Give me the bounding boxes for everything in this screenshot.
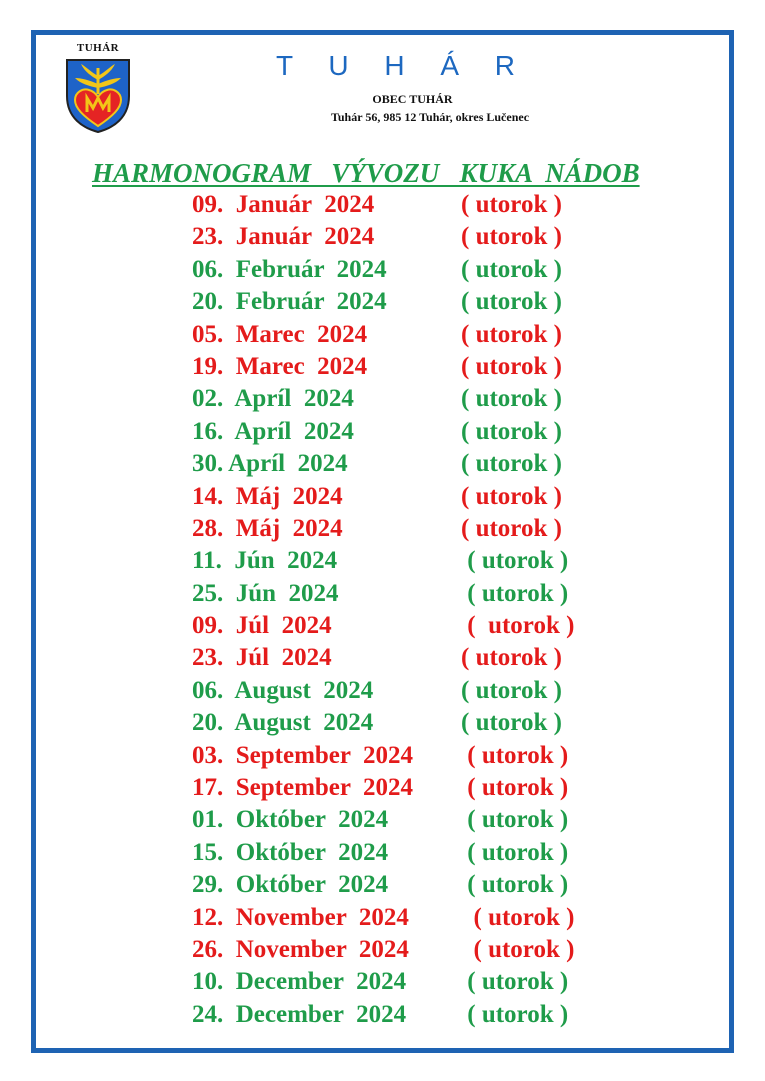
collection-weekday: ( utorok ): [461, 644, 562, 672]
schedule-row: [0, 644, 765, 676]
schedule-row: [0, 353, 765, 385]
collection-date: 23. Júl 2024: [192, 644, 332, 672]
schedule-row: [0, 742, 765, 774]
collection-weekday: ( utorok ): [461, 385, 562, 413]
collection-weekday: ( utorok ): [461, 288, 562, 316]
collection-date: 19. Marec 2024: [192, 352, 368, 380]
collection-weekday: ( utorok ): [461, 352, 562, 380]
schedule-row: [0, 418, 765, 450]
schedule-row: [0, 774, 765, 806]
schedule-row: [0, 483, 765, 515]
collection-weekday: ( utorok ): [461, 417, 562, 445]
collection-weekday: ( utorok ): [461, 482, 562, 510]
collection-weekday: ( utorok ): [461, 903, 575, 931]
collection-schedule: [0, 191, 765, 1033]
collection-date: 06. Február 2024: [192, 255, 387, 283]
collection-date: 11. Jún 2024: [192, 547, 338, 575]
schedule-row: [0, 321, 765, 353]
collection-date: 05. Marec 2024: [192, 320, 368, 348]
schedule-row: [0, 968, 765, 1000]
collection-weekday: ( utorok ): [461, 871, 569, 899]
schedule-row: [0, 1001, 765, 1033]
collection-weekday: ( utorok ): [461, 191, 562, 218]
municipality-name: OBEC TUHÁR: [372, 92, 453, 106]
collection-weekday: ( utorok ): [461, 806, 569, 834]
collection-date: 02. Apríl 2024: [192, 385, 354, 413]
collection-weekday: ( utorok ): [461, 255, 562, 283]
collection-date: 16. Apríl 2024: [192, 417, 354, 445]
collection-date: 09. Január 2024: [192, 191, 375, 218]
municipality-address: Tuhár 56, 985 12 Tuhár, okres Lučenec: [330, 110, 530, 124]
collection-weekday: ( utorok ): [461, 579, 569, 607]
schedule-row: [0, 936, 765, 968]
schedule-row: [0, 450, 765, 482]
schedule-row: [0, 223, 765, 255]
collection-date: 29. Október 2024: [192, 871, 389, 899]
collection-date: 17. September 2024: [192, 774, 414, 802]
schedule-row: [0, 871, 765, 903]
collection-date: 30. Apríl 2024: [192, 450, 348, 478]
collection-date: 20. August 2024: [192, 709, 374, 737]
collection-date: 24. December 2024: [192, 1000, 407, 1028]
collection-date: 01. Október 2024: [192, 806, 389, 834]
collection-date: 23. Január 2024: [192, 223, 375, 251]
collection-date: 20. Február 2024: [192, 288, 387, 316]
collection-weekday: ( utorok ): [461, 774, 569, 802]
collection-date: 26. November 2024: [192, 935, 409, 963]
schedule-row: [0, 612, 765, 644]
collection-weekday: ( utorok ): [461, 838, 569, 866]
schedule-row: [0, 904, 765, 936]
schedule-row: [0, 515, 765, 547]
collection-weekday: ( utorok ): [461, 968, 569, 996]
schedule-row: [0, 191, 765, 223]
schedule-row: [0, 288, 765, 320]
collection-date: 15. Október 2024: [192, 838, 389, 866]
schedule-heading: HARMONOGRAM VÝVOZU KUKA NÁDOB: [92, 158, 640, 188]
schedule-row: [0, 806, 765, 838]
collection-date: 25. Jún 2024: [192, 579, 339, 607]
collection-weekday: ( utorok ): [461, 547, 569, 575]
collection-date: 12. November 2024: [192, 903, 409, 931]
collection-date: 28. Máj 2024: [192, 514, 343, 542]
collection-date: 09. Júl 2024: [192, 612, 332, 640]
village-title: T U H Á R: [275, 50, 530, 81]
schedule-row: [0, 677, 765, 709]
collection-weekday: ( utorok ): [461, 709, 562, 737]
collection-weekday: ( utorok ): [461, 450, 562, 478]
collection-weekday: ( utorok ): [461, 514, 562, 542]
collection-date: 03. September 2024: [192, 741, 414, 769]
schedule-row: [0, 580, 765, 612]
collection-weekday: ( utorok ): [461, 741, 569, 769]
schedule-row: [0, 709, 765, 741]
schedule-row: [0, 547, 765, 579]
collection-weekday: ( utorok ): [461, 935, 575, 963]
collection-weekday: ( utorok ): [461, 223, 562, 251]
collection-weekday: ( utorok ): [461, 676, 562, 704]
collection-weekday: ( utorok ): [461, 1000, 569, 1028]
crest-label: TUHÁR: [76, 42, 120, 54]
collection-date: 14. Máj 2024: [192, 482, 343, 510]
collection-weekday: ( utorok ): [461, 612, 575, 640]
collection-date: 06. August 2024: [192, 676, 374, 704]
collection-date: 10. December 2024: [192, 968, 407, 996]
schedule-row: [0, 839, 765, 871]
schedule-row: [0, 385, 765, 417]
schedule-row: [0, 256, 765, 288]
collection-weekday: ( utorok ): [461, 320, 562, 348]
